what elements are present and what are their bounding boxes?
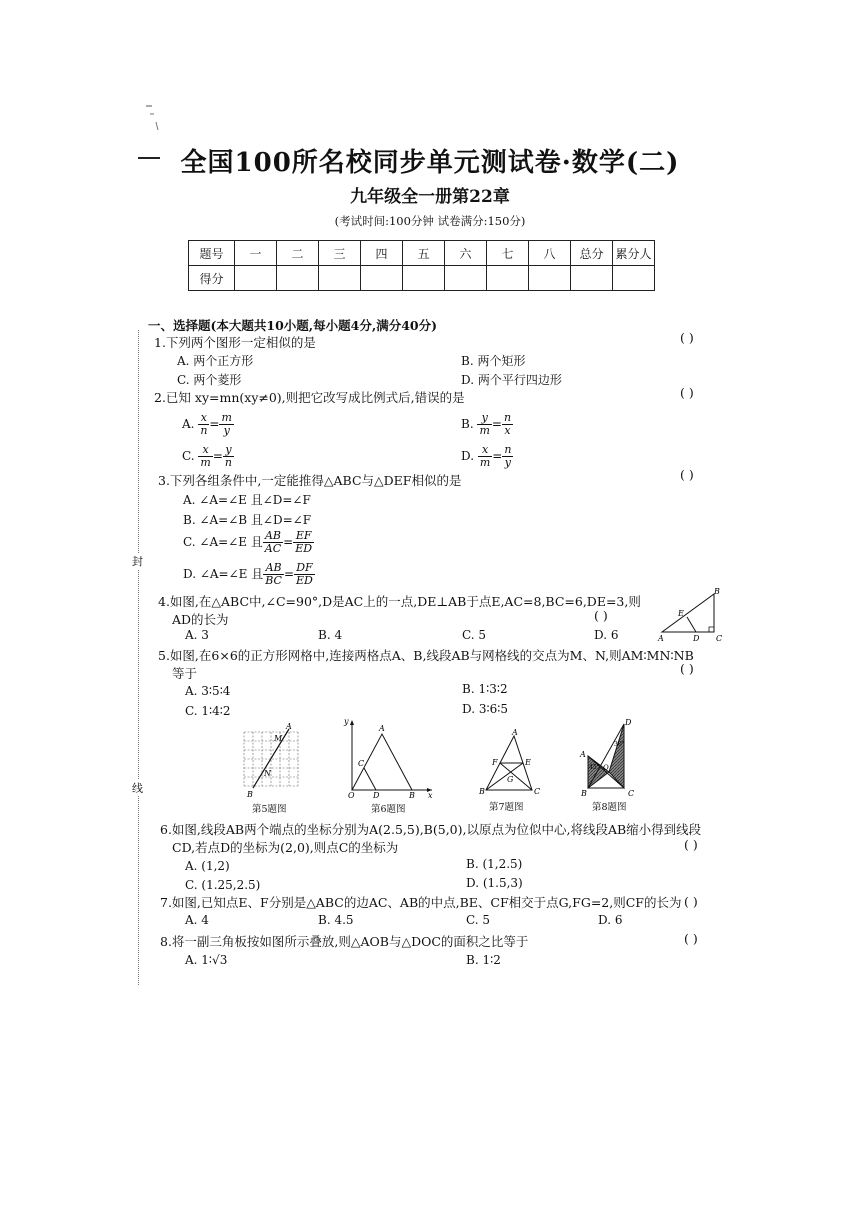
fraction: $\frac{AB}{BC}$ <box>265 561 282 587</box>
q4-option-b[interactable]: B. 4 <box>318 628 343 642</box>
score-cell: 六 <box>445 241 487 266</box>
fraction: $\frac{x}{n}$ <box>200 411 208 437</box>
q2-option-b[interactable]: B. $\frac{y}{m}$ = $\frac{n}{x}$ <box>461 411 512 437</box>
question-5-stem-continued: 等于 <box>172 666 198 681</box>
q2-option-a[interactable]: A. $\frac{x}{n}$ = $\frac{m}{y}$ <box>182 411 232 437</box>
label-b: B <box>714 588 720 596</box>
score-table <box>188 240 655 291</box>
label-e: E <box>678 609 684 618</box>
fraction: $\frac{EF}{ED}$ <box>295 529 313 555</box>
answer-paren[interactable]: ( ) <box>680 467 694 482</box>
question-1-stem: 1.下列两个图形一定相似的是 <box>154 335 316 350</box>
margin-seal-char: 封 <box>132 555 143 568</box>
score-cell: 四 <box>361 241 403 266</box>
option-label: A. <box>182 417 195 431</box>
q4-option-c[interactable]: C. 5 <box>462 628 487 642</box>
q8-option-b[interactable]: B. 1∶2 <box>466 953 501 967</box>
fraction: $\frac{DF}{ED}$ <box>296 561 313 587</box>
answer-paren[interactable]: ( ) <box>684 931 698 946</box>
q3-option-c[interactable]: C. ∠A=∠E 且 $\frac{AB}{AC}$ = $\frac{EF}{ED}$ <box>183 529 313 555</box>
label-m: M <box>274 734 283 743</box>
answer-paren[interactable]: ( ) <box>684 837 698 852</box>
q5-option-b[interactable]: B. 1∶3∶2 <box>462 682 508 696</box>
score-input-cell[interactable] <box>403 266 445 291</box>
option-text: D. ∠A=∠E 且 <box>183 567 264 581</box>
score-input-cell[interactable] <box>445 266 487 291</box>
figure-6-caption: 第6题图 <box>371 804 406 815</box>
q1-option-c[interactable]: C. 两个菱形 <box>177 373 242 387</box>
label-o: O <box>348 791 355 798</box>
label-c: C <box>358 759 365 768</box>
score-cell: 二 <box>277 241 319 266</box>
score-cell: 题号 <box>189 241 235 266</box>
score-input-cell[interactable] <box>571 266 613 291</box>
fraction: $\frac{x}{m}$ <box>479 443 491 469</box>
question-2-stem: 2.已知 xy=mn(xy≠0),则把它改写成比例式后,错误的是 <box>154 390 465 405</box>
score-input-cell[interactable] <box>361 266 403 291</box>
question-8-stem: 8.将一副三角板按如图所示叠放,则△AOB与△DOC的面积之比等于 <box>160 934 529 949</box>
score-input-cell[interactable] <box>235 266 277 291</box>
q6-option-c[interactable]: C. (1.25,2.5) <box>185 878 261 892</box>
label-45deg: 45° <box>589 764 600 771</box>
q3-option-b[interactable]: B. ∠A=∠B 且∠D=∠F <box>183 513 312 527</box>
option-label: D. <box>461 449 475 463</box>
q7-option-b[interactable]: B. 4.5 <box>318 913 354 927</box>
label-o: O <box>603 764 609 772</box>
figure-7-caption: 第7题图 <box>489 802 524 813</box>
score-input-cell[interactable] <box>529 266 571 291</box>
score-cell: 一 <box>235 241 277 266</box>
label-b: B <box>409 791 415 798</box>
label-d: D <box>625 718 632 727</box>
score-cell: 累分人 <box>613 241 655 266</box>
label-g: G <box>507 775 514 784</box>
figure-q4 <box>656 588 726 642</box>
fraction: $\frac{n}{x}$ <box>503 411 512 437</box>
fraction: $\frac{x}{m}$ <box>200 443 211 469</box>
q1-option-b[interactable]: B. 两个矩形 <box>461 354 526 368</box>
fraction: $\frac{n}{y}$ <box>504 443 512 469</box>
q1-option-d[interactable]: D. 两个平行四边形 <box>461 373 562 387</box>
label-a: A <box>512 728 518 737</box>
question-7-stem: 7.如图,已知点E、F分别是△ABC的边AC、AB的中点,BE、CF相交于点G,FG=2,则CF的长为 <box>160 895 682 910</box>
q5-option-a[interactable]: A. 3∶5∶4 <box>185 684 231 698</box>
question-4-stem-continued: AD的长为 <box>172 612 229 627</box>
score-cell: 五 <box>403 241 445 266</box>
question-3-stem: 3.下列各组条件中,一定能推得△ABC与△DEF相似的是 <box>158 473 462 488</box>
answer-paren[interactable]: ( ) <box>680 661 694 676</box>
q2-option-d[interactable]: D. $\frac{x}{m}$ = $\frac{n}{y}$ <box>461 443 512 469</box>
label-b: B <box>581 789 587 798</box>
q5-option-d[interactable]: D. 3∶6∶5 <box>462 702 508 716</box>
q7-option-c[interactable]: C. 5 <box>466 913 491 927</box>
figure-5-caption: 第5题图 <box>252 804 287 815</box>
label-f: F <box>492 758 498 767</box>
figure-8-caption: 第8题图 <box>592 802 627 813</box>
score-table-score-row <box>189 266 655 291</box>
label-a: A <box>379 724 385 733</box>
score-cell: 三 <box>319 241 361 266</box>
label-a: A <box>286 722 292 731</box>
score-cell: 七 <box>487 241 529 266</box>
label-b: B <box>247 790 253 798</box>
answer-paren[interactable]: ( ) <box>680 330 694 345</box>
figure-6-coordinate <box>338 716 438 798</box>
score-cell: 八 <box>529 241 571 266</box>
label-b: B <box>479 787 485 796</box>
fraction: $\frac{m}{y}$ <box>221 411 232 437</box>
answer-paren[interactable]: ( ) <box>680 385 694 400</box>
score-input-cell[interactable] <box>319 266 361 291</box>
label-a: A <box>658 634 664 642</box>
score-table-header-row <box>189 241 655 266</box>
q2-option-c[interactable]: C. $\frac{x}{m}$ = $\frac{y}{n}$ <box>182 443 232 469</box>
q6-option-a[interactable]: A. (1,2) <box>185 859 230 873</box>
option-text: C. ∠A=∠E 且 <box>183 535 263 549</box>
option-label: B. <box>461 417 474 431</box>
q4-option-d[interactable]: D. 6 <box>594 628 619 642</box>
label-y: y <box>344 717 349 726</box>
answer-paren[interactable]: ( ) <box>594 608 608 623</box>
question-6-stem: 6.如图,线段AB两个端点的坐标分别为A(2.5,5),B(5,0),以原点为位似中心,将线段AB缩小得到线段 <box>160 822 702 837</box>
section-title: 一、选择题(本大题共10小题,每小题4分,满分40分) <box>148 318 438 333</box>
label-30deg: 30° <box>614 741 625 748</box>
figure-8-triangles <box>578 716 646 798</box>
fraction: $\frac{AB}{AC}$ <box>264 529 282 555</box>
margin-line-char: 线 <box>132 782 143 795</box>
q4-option-a[interactable]: A. 3 <box>185 628 209 642</box>
answer-paren[interactable]: ( ) <box>684 894 698 909</box>
q3-option-d[interactable]: D. ∠A=∠E 且 $\frac{AB}{BC}$ = $\frac{DF}{ED}$ <box>183 561 313 587</box>
q5-option-c[interactable]: C. 1∶4∶2 <box>185 704 231 718</box>
score-input-cell[interactable] <box>613 266 655 291</box>
score-input-cell[interactable] <box>277 266 319 291</box>
exam-info: (考试时间:100分钟 试卷满分:150分) <box>334 214 526 228</box>
binding-line <box>138 330 139 985</box>
figure-5-grid <box>236 722 302 798</box>
page-subtitle: 九年级全一册第22章 <box>350 187 510 207</box>
label-c: C <box>534 787 541 796</box>
option-label: C. <box>182 449 195 463</box>
label-e: E <box>525 758 531 767</box>
label-c: C <box>716 634 723 642</box>
figure-7-triangle <box>476 728 542 798</box>
fraction: $\frac{y}{m}$ <box>479 411 490 437</box>
label-n: N <box>264 769 271 778</box>
label-x: x <box>428 791 433 798</box>
question-6-stem-continued: CD,若点D的坐标为(2,0),则点C的坐标为 <box>172 840 399 855</box>
q3-option-a[interactable]: A. ∠A=∠E 且∠D=∠F <box>183 493 311 507</box>
label-c: C <box>628 789 635 798</box>
question-4-stem: 4.如图,在△ABC中,∠C=90°,D是AC上的一点,DE⊥AB于点E,AC=8,BC=6,DE=3,则 <box>158 594 641 609</box>
q7-option-a[interactable]: A. 4 <box>185 913 209 927</box>
label-d: D <box>693 634 700 642</box>
fraction: $\frac{y}{n}$ <box>224 443 232 469</box>
page-title: 全国100所名校同步单元测试卷·数学(二) <box>180 148 680 178</box>
q1-option-a[interactable]: A. 两个正方形 <box>177 354 254 368</box>
question-5-stem: 5.如图,在6×6的正方形网格中,连接两格点A、B,线段AB与网格线的交点为M、N,则AM∶MN∶NB <box>158 648 694 663</box>
label-d: D <box>373 791 380 798</box>
q6-option-d[interactable]: D. (1.5,3) <box>466 876 523 890</box>
q7-option-d[interactable]: D. 6 <box>598 913 623 927</box>
score-input-cell[interactable] <box>487 266 529 291</box>
score-row-label: 得分 <box>189 266 235 291</box>
q8-option-a[interactable]: A. 1∶√3 <box>185 953 228 967</box>
q6-option-b[interactable]: B. (1,2.5) <box>466 857 523 871</box>
label-a: A <box>580 750 586 759</box>
score-cell: 总分 <box>571 241 613 266</box>
